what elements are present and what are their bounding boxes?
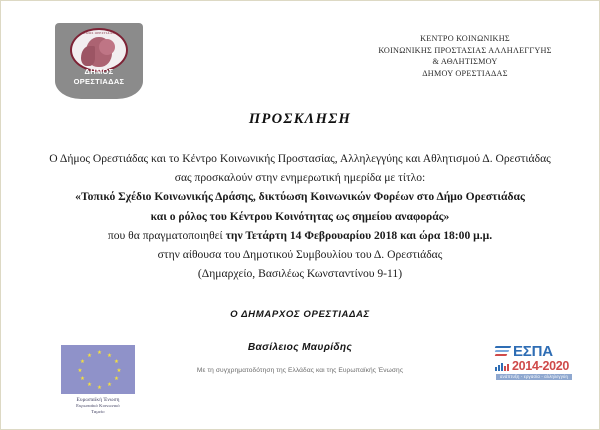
eu-caption-line-2: Ευρωπαϊκό Κοινωνικό	[76, 403, 120, 408]
signature-role: Ο ΔΗΜΑΡΧΟΣ ΟΡΕΣΤΙΑΔΑΣ	[230, 309, 370, 321]
municipality-logo	[47, 23, 151, 109]
datetime-prefix: που θα πραγματοποιηθεί	[107, 228, 226, 242]
venue-line-2: (Δημαρχείο, Βασιλέως Κωνσταντίνου 9-11)	[197, 267, 403, 281]
shield-icon	[55, 23, 143, 99]
european-union-flag-icon: ★ ★ ★ ★ ★ ★ ★ ★ ★ ★ ★ ★	[61, 345, 135, 394]
organization-header	[341, 33, 589, 79]
espa-tagline: ανάπτυξη - εργασία - αλληλεγγύη	[496, 374, 572, 380]
event-title-line-2: και ο ρόλος του Κέντρου Κοινότητας ως σημείου αναφοράς»	[150, 209, 450, 223]
classical-head-icon	[86, 37, 112, 67]
shield-label-line2: ΟΡΕΣΤΙΑΔΑΣ	[73, 77, 125, 86]
organization-line-4: ΔΗΜΟΥ ΟΡΕΣΤΙΑΔΑΣ	[422, 68, 508, 78]
datetime-value: την Τετάρτη 14 Φεβρουαρίου 2018 και ώρα 18:00 μ.μ.	[225, 228, 493, 242]
espa-logo	[495, 343, 577, 387]
document-footer	[1, 343, 599, 414]
organization-line-2: ΚΟΙΝΩΝΙΚΗΣ ΠΡΟΣΤΑΣΙΑΣ ΑΛΛΗΛΕΓΓΥΗΣ	[378, 45, 552, 55]
municipality-emblem-icon	[70, 28, 128, 72]
espa-swoosh-icon	[495, 345, 511, 359]
intro-line-1: Ο Δήμος Ορεστιάδας και το Κέντρο Κοινωνικής Προστασίας, Αλληλεγγύης και Αθλητισμού Δ. Ορεστιάδας	[49, 152, 551, 165]
shield-label-line1: ΔΗΜΟΣ	[84, 67, 114, 76]
espa-years: 2014-2020	[512, 359, 570, 373]
eu-logo-caption	[46, 397, 150, 415]
organization-line-1: ΚΕΝΤΡΟ ΚΟΙΝΩΝΙΚΗΣ	[420, 34, 510, 43]
signature-name: Βασίλειος Μαυρίδης	[247, 342, 353, 354]
event-title-line-1: «Τοπικό Σχέδιο Κοινωνικής Δράσης, δικτύωση Κοινωνικών Φορέων στο Δήμο Ορεστιάδας	[75, 190, 525, 204]
espa-bars-icon	[495, 363, 509, 371]
emblem-ring-text: ΔΗΜΟΣ ΟΡΕΣΤΙΑΔΑΣ	[80, 31, 118, 35]
invitation-body	[1, 149, 599, 283]
eu-caption-line-1: Ευρωπαϊκή Ένωση	[76, 397, 120, 403]
intro-line-2: σας προσκαλούν στην ενημερωτική ημερίδα με τίτλο:	[174, 171, 426, 185]
espa-wordmark: ΕΣΠΑ	[513, 343, 553, 360]
document-header	[1, 1, 599, 105]
espa-logo-bottom	[495, 360, 577, 373]
cofinancing-note: Με τη συγχρηματοδότηση της Ελλάδας και της Ευρωπαϊκής Ένωσης	[196, 367, 404, 374]
organization-line-3: & ΑΘΛΗΤΙΣΜΟΥ	[432, 57, 498, 67]
shield-label	[55, 67, 143, 87]
eu-caption-line-3: Ταμείο	[91, 409, 105, 414]
venue-line-1: στην αίθουσα του Δημοτικού Συμβουλίου του Δ. Ορεστιάδας	[157, 248, 443, 262]
page-title: ΠΡΟΣΚΛΗΣΗ	[248, 111, 352, 127]
espa-logo-top	[495, 343, 577, 359]
event-datetime	[1, 226, 599, 245]
eu-logo	[46, 345, 150, 415]
